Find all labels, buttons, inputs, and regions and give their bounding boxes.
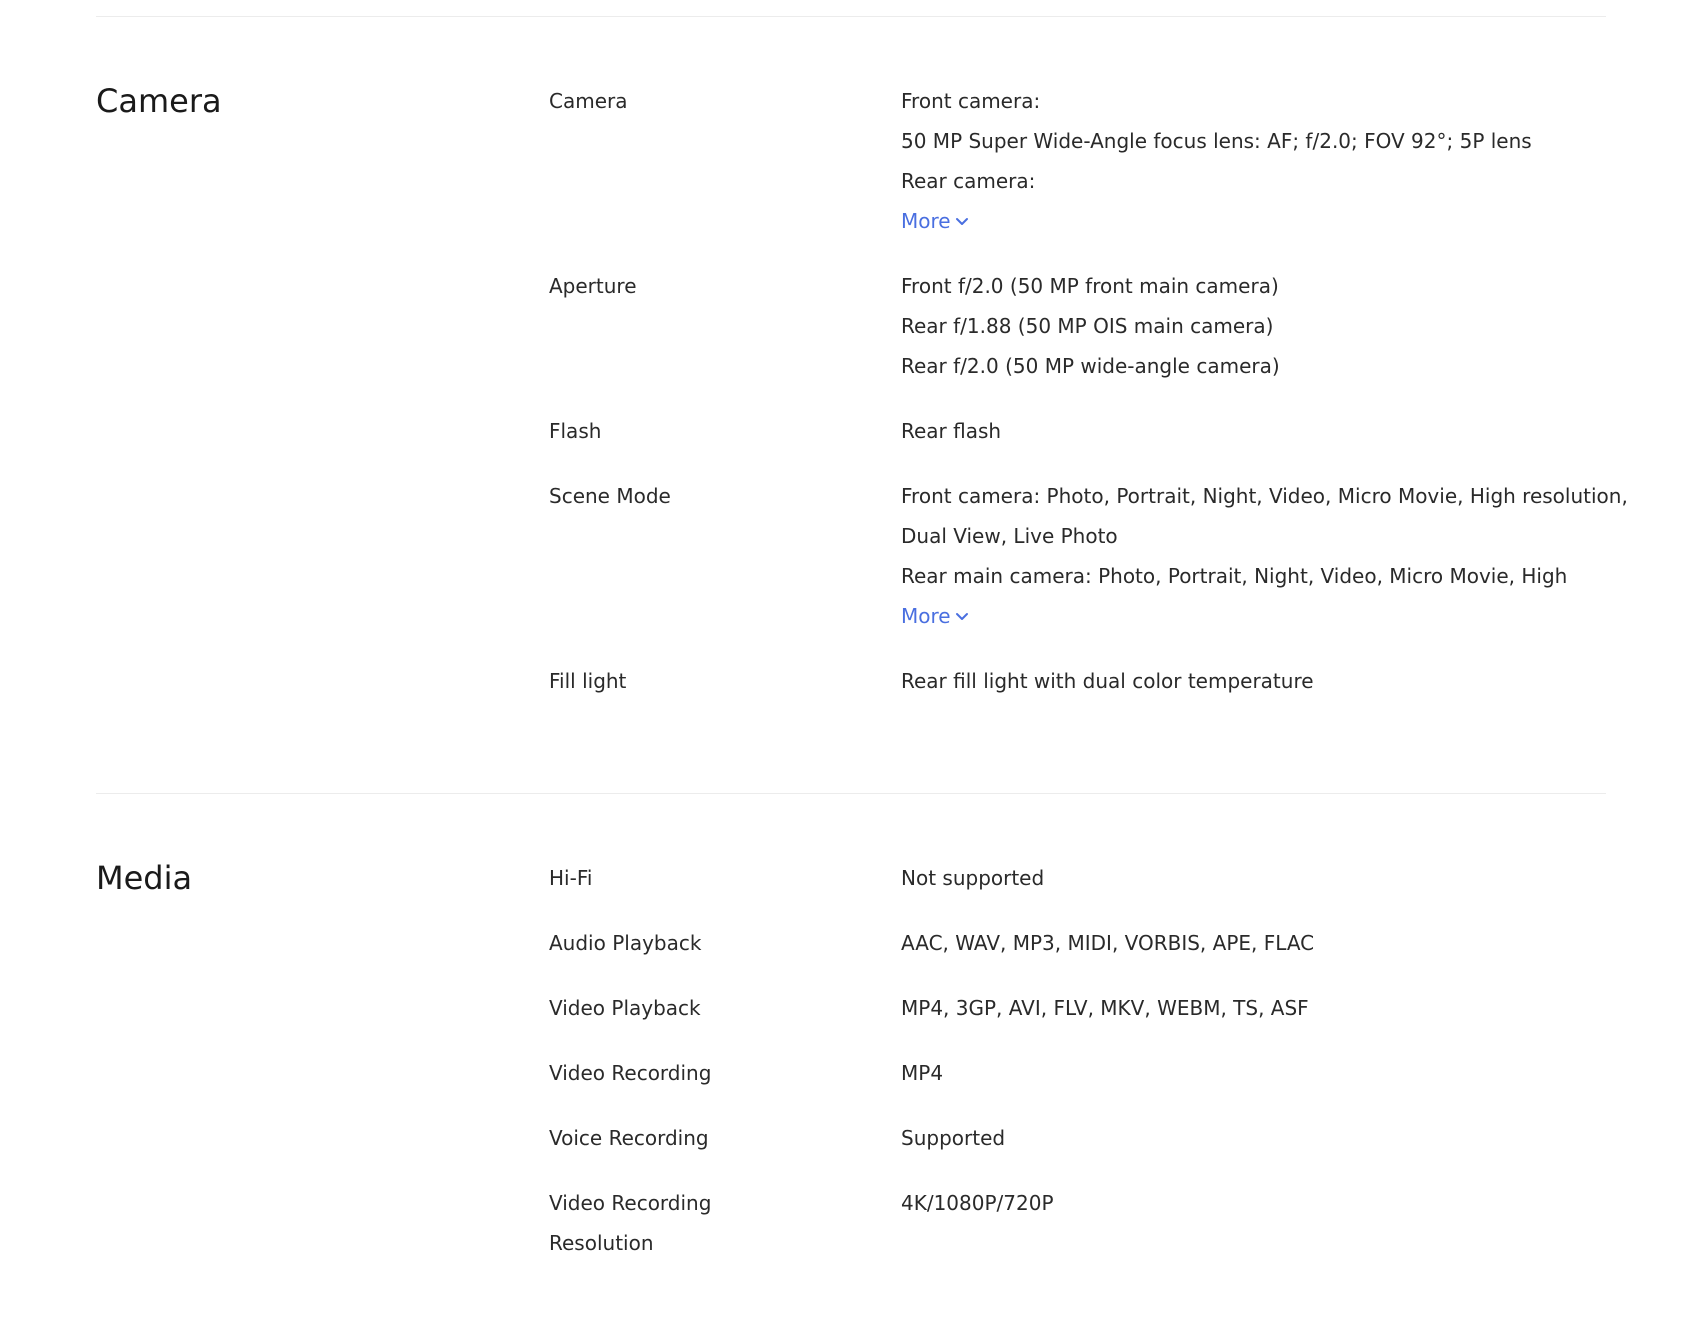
spec-line: Rear main camera: Photo, Portrait, Night, Video, Micro Movie, High xyxy=(901,564,1568,588)
spec-line: Front camera: xyxy=(901,89,1041,113)
more-link-label: More xyxy=(901,209,951,233)
spec-line: Front camera: Photo, Portrait, Night, Video, Micro Movie, High resolution, xyxy=(901,484,1628,508)
spec-line: 50 MP Super Wide-Angle focus lens: AF; f/2.0; FOV 92°; 5P lens xyxy=(901,129,1532,153)
chevron-down-icon xyxy=(955,609,969,623)
spec-line: Front f/2.0 (50 MP front main camera) xyxy=(901,274,1279,298)
spec-line: Not supported xyxy=(901,866,1045,890)
media-spec-list xyxy=(549,858,1606,1288)
spec-label: Fill light xyxy=(549,669,627,693)
spec-value xyxy=(901,988,1606,1028)
spec-line: Dual View, Live Photo xyxy=(901,524,1118,548)
section-divider xyxy=(96,793,1606,794)
section-title-media: Media xyxy=(96,859,193,897)
spec-value xyxy=(901,1118,1606,1158)
spec-value xyxy=(901,858,1606,898)
top-divider xyxy=(96,16,1606,17)
camera-spec-list xyxy=(549,81,1628,726)
spec-line: MP4 xyxy=(901,1061,944,1085)
spec-value xyxy=(901,1053,1606,1093)
spec-line: Rear flash xyxy=(901,419,1002,443)
spec-row-camera xyxy=(549,81,1606,241)
spec-label: Hi-Fi xyxy=(549,866,593,890)
spec-label: Scene Mode xyxy=(549,484,671,508)
spec-row-flash xyxy=(549,411,1606,451)
spec-line: MP4, 3GP, AVI, FLV, MKV, WEBM, TS, ASF xyxy=(901,996,1309,1020)
spec-line: 4K/1080P/720P xyxy=(901,1191,1054,1215)
spec-row-aperture xyxy=(549,266,1606,386)
more-link-camera[interactable] xyxy=(901,201,969,241)
spec-row-scene-mode xyxy=(549,476,1628,636)
spec-line: Rear f/2.0 (50 MP wide-angle camera) xyxy=(901,354,1280,378)
spec-row-fill-light xyxy=(549,661,1606,701)
spec-line: Supported xyxy=(901,1126,1006,1150)
spec-value xyxy=(901,661,1606,701)
spec-label: Video Playback xyxy=(549,996,701,1020)
spec-value xyxy=(901,411,1606,451)
spec-label: Video Recording xyxy=(549,1061,712,1085)
more-link-label: More xyxy=(901,604,951,628)
spec-value xyxy=(901,1183,1606,1223)
spec-line: AAC, WAV, MP3, MIDI, VORBIS, APE, FLAC xyxy=(901,931,1315,955)
spec-label-line: Resolution xyxy=(549,1231,654,1255)
spec-value xyxy=(901,476,1628,636)
spec-row-video-recording-resolution xyxy=(549,1183,1606,1263)
spec-row-video-recording xyxy=(549,1053,1606,1093)
spec-row-voice-recording xyxy=(549,1118,1606,1158)
section-title-camera: Camera xyxy=(96,82,222,120)
spec-row-audio-playback xyxy=(549,923,1606,963)
spec-label: Voice Recording xyxy=(549,1126,709,1150)
spec-line: Rear fill light with dual color temperature xyxy=(901,669,1314,693)
chevron-down-icon xyxy=(955,214,969,228)
more-link-scene-mode[interactable] xyxy=(901,596,969,636)
spec-row-video-playback xyxy=(549,988,1606,1028)
spec-value xyxy=(901,923,1606,963)
spec-label: Camera xyxy=(549,89,628,113)
spec-value xyxy=(901,266,1606,386)
spec-line: Rear f/1.88 (50 MP OIS main camera) xyxy=(901,314,1274,338)
spec-label xyxy=(549,1183,901,1263)
spec-value xyxy=(901,81,1606,241)
spec-label: Aperture xyxy=(549,274,637,298)
spec-label: Audio Playback xyxy=(549,931,702,955)
spec-line: Rear camera: xyxy=(901,169,1036,193)
spec-label: Flash xyxy=(549,419,602,443)
spec-row-hifi xyxy=(549,858,1606,898)
spec-label-line: Video Recording xyxy=(549,1191,712,1215)
